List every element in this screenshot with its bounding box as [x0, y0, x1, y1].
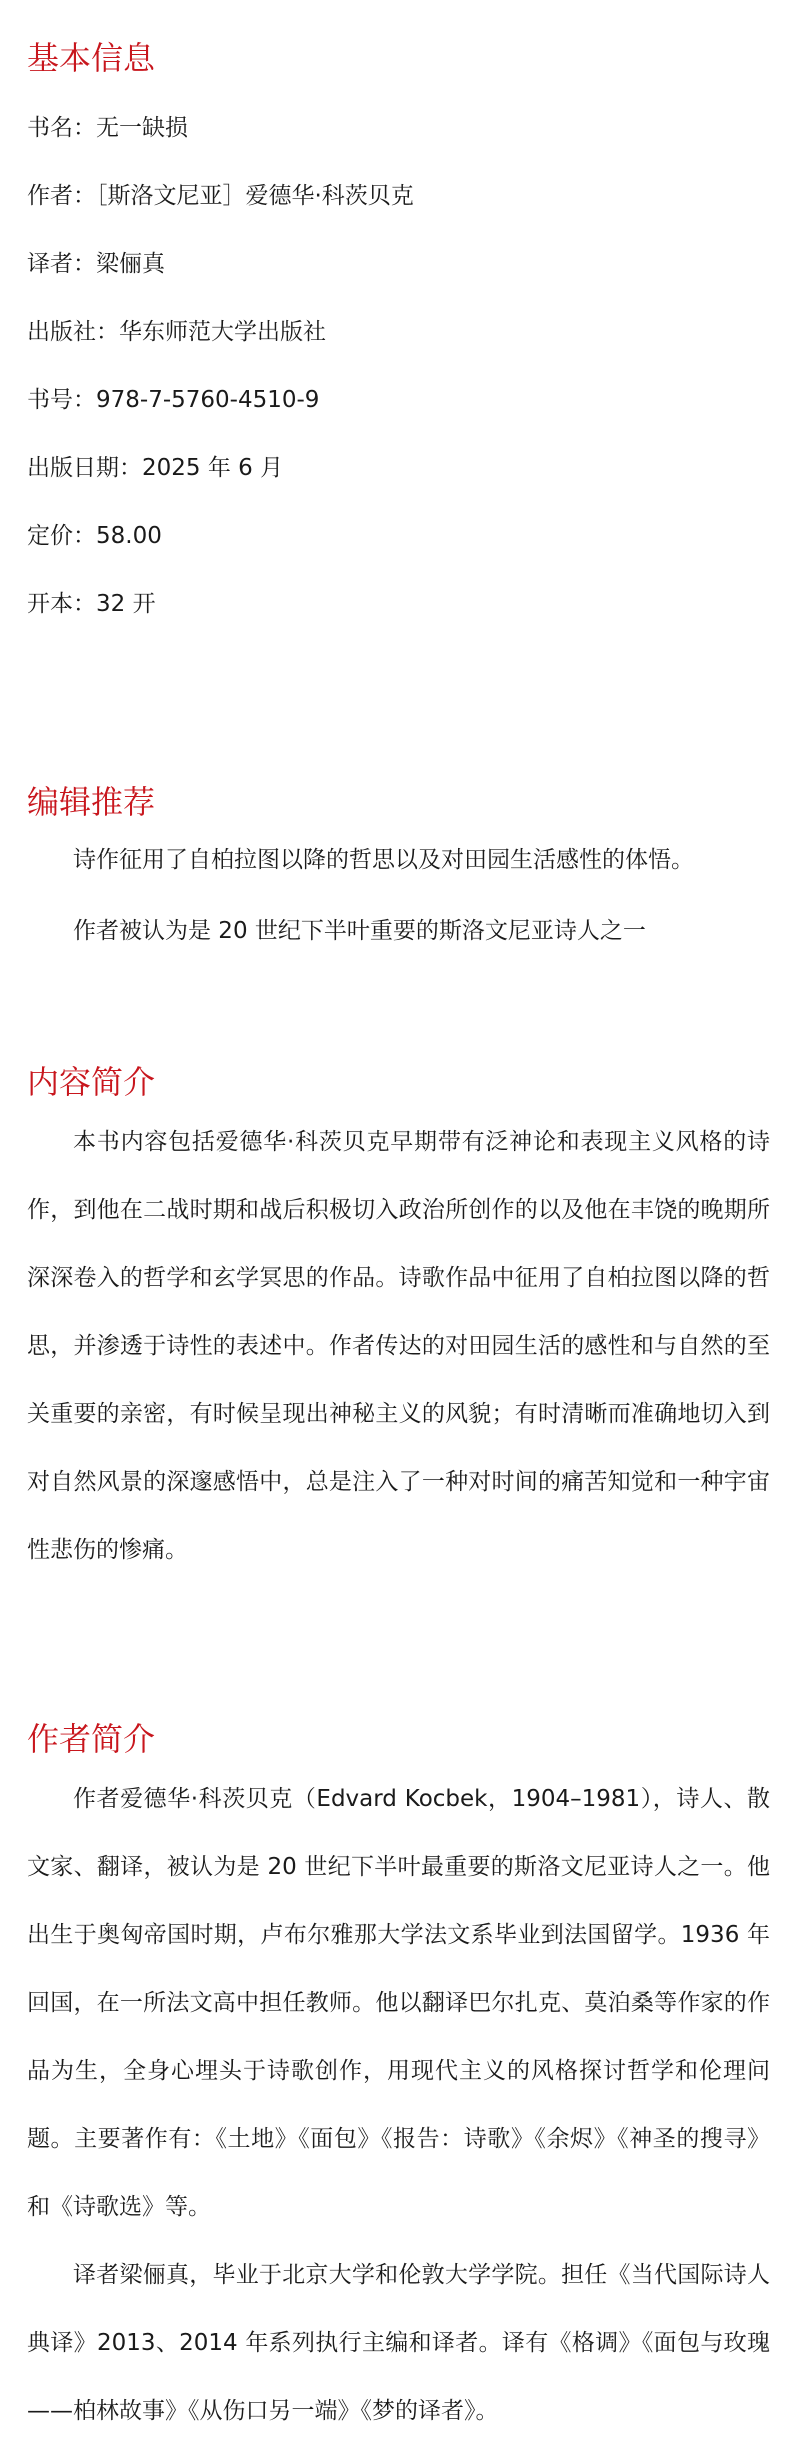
recommendation-line: 诗作征用了自柏拉图以降的哲思以及对田园生活感性的体悟。	[73, 847, 694, 873]
content-intro-section	[27, 1062, 770, 1584]
info-label: 书名：	[27, 115, 96, 141]
author-intro-section	[27, 1719, 770, 2445]
info-value: 32 开	[96, 591, 156, 617]
editor-recommendation-heading: 编辑推荐	[27, 783, 156, 821]
info-value: ［斯洛文尼亚］爱德华·科茨贝克	[96, 183, 414, 209]
info-value: 58.00	[96, 523, 162, 549]
info-line	[27, 452, 283, 484]
info-label: 定价：	[27, 523, 96, 549]
info-line	[27, 112, 188, 144]
info-label: 书号：	[27, 387, 96, 413]
info-line	[27, 180, 414, 212]
info-line	[27, 384, 319, 416]
info-line	[27, 588, 156, 620]
info-label: 译者：	[27, 251, 96, 277]
info-value: 华东师范大学出版社	[119, 319, 326, 345]
content-intro-paragraph: 本书内容包括爱德华·科茨贝克早期带有泛神论和表现主义风格的诗作，到他在二战时期和战后积极切入政治所创作的以及他在丰饶的晚期所深深卷入的哲学和玄学冥思的作品。诗歌作品中征用了自柏拉图以降的哲思，并渗透于诗性的表述中。作者传达的对田园生活的感性和与自然的至关重要的亲密，有时候呈现出神秘主义的风貌；有时清晰而准确地切入到对自然风景的深邃感悟中，总是注入了一种对时间的痛苦知觉和一种宇宙性悲伤的惨痛。	[27, 1129, 770, 1563]
basic-info-section	[27, 38, 770, 678]
info-label: 出版社：	[27, 319, 119, 345]
info-value: 978-7-5760-4510-9	[96, 387, 320, 413]
info-line	[27, 248, 165, 280]
author-intro-heading: 作者简介	[27, 1720, 156, 1758]
info-value: 2025 年 6 月	[142, 455, 284, 481]
info-line	[27, 316, 326, 348]
info-label: 出版日期：	[27, 455, 142, 481]
info-label: 开本：	[27, 591, 96, 617]
info-value: 梁俪真	[96, 251, 165, 277]
content-intro-heading: 内容简介	[27, 1063, 156, 1101]
recommendation-line: 作者被认为是 20 世纪下半叶重要的斯洛文尼亚诗人之一	[73, 918, 646, 944]
basic-info-heading: 基本信息	[27, 39, 156, 77]
info-line	[27, 520, 162, 552]
translator-intro-paragraph: 译者梁俪真，毕业于北京大学和伦敦大学学院。担任《当代国际诗人典译》2013、2014 年系列执行主编和译者。译有《格调》《面包与玫瑰——柏林故事》《从伤口另一端》《梦的译者》。	[27, 2262, 770, 2424]
author-intro-paragraph: 作者爱德华·科茨贝克（Edvard Kocbek，1904–1981），诗人、散文家、翻译，被认为是 20 世纪下半叶最重要的斯洛文尼亚诗人之一。他出生于奥匈帝国时期，卢布尔雅那大学法文系毕业到法国留学。1936 年回国，在一所法文高中担任教师。他以翻译巴尔扎克、莫泊桑等作家的作品为生，全身心埋头于诗歌创作，用现代主义的风格探讨哲学和伦理问题。主要著作有：《土地》《面包》《报告：诗歌》《余烬》《神圣的搜寻》和《诗歌选》等。	[27, 1786, 770, 2220]
info-value: 无一缺损	[96, 115, 188, 141]
info-label: 作者：	[27, 183, 96, 209]
editor-recommendation-section	[27, 782, 770, 982]
